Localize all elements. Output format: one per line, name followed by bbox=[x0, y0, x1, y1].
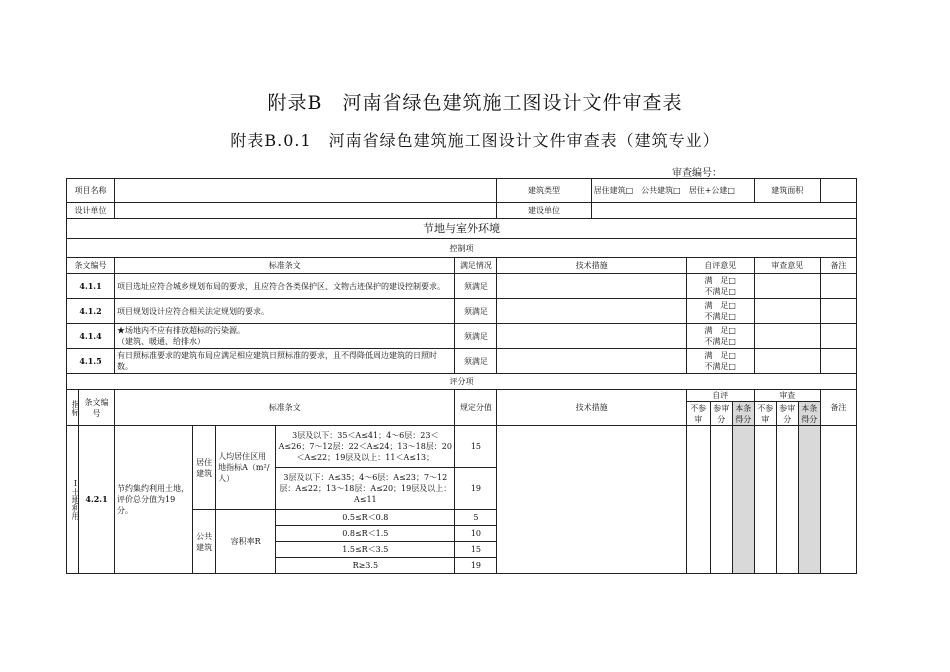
review-clause-score-cell[interactable] bbox=[798, 426, 820, 574]
indicator-land-use: Ⅰ土地利用 bbox=[67, 426, 79, 574]
col-review-group: 审查 bbox=[754, 390, 820, 402]
score-clause-id: 4.2.1 bbox=[79, 426, 115, 574]
col-indicator: 指标 bbox=[67, 390, 79, 426]
unsatisfy-checkbox[interactable]: 不满足□ bbox=[704, 337, 736, 346]
clause-id: 4.1.1 bbox=[67, 274, 115, 299]
clause-text: 项目规划设计应符合相关法定规划的要求。 bbox=[115, 299, 455, 324]
score-measures-cell[interactable] bbox=[497, 426, 686, 574]
remark-cell[interactable] bbox=[820, 274, 856, 299]
public-label: 公共建筑 bbox=[193, 510, 216, 574]
construction-unit-value[interactable] bbox=[591, 203, 856, 219]
satisfy-checkbox[interactable]: 满 足□ bbox=[704, 276, 736, 285]
clause-id: 4.1.4 bbox=[67, 324, 115, 349]
review-cell[interactable] bbox=[754, 299, 820, 324]
clause-status: 须满足 bbox=[455, 349, 497, 374]
clause-status: 须满足 bbox=[455, 299, 497, 324]
self-eval-cell[interactable] bbox=[686, 274, 754, 299]
self-eval-cell[interactable] bbox=[686, 349, 754, 374]
col-self-eval: 自评意见 bbox=[686, 258, 754, 274]
self-eval-cell[interactable] bbox=[686, 324, 754, 349]
review-table bbox=[66, 178, 857, 574]
col-score-standard: 标准条文 bbox=[115, 390, 455, 426]
col-measures: 技术措施 bbox=[497, 258, 686, 274]
table-row bbox=[67, 299, 857, 324]
satisfy-checkbox[interactable]: 满 足□ bbox=[704, 351, 736, 360]
building-area-value[interactable] bbox=[820, 179, 856, 203]
res-range-2: 3层及以下：A≤35；4～6层：A≤23；7～12层：A≤22；13～18层：A≤20；19层及以上：A≤11 bbox=[276, 468, 455, 510]
col-review-not-participate: 不参审 bbox=[754, 402, 776, 426]
design-unit-value[interactable] bbox=[115, 203, 497, 219]
unsatisfy-checkbox[interactable]: 不满足□ bbox=[704, 312, 736, 321]
pub-range-4: R≥3.5 bbox=[276, 558, 455, 574]
review-number-label: 审查编号： bbox=[672, 168, 722, 179]
score-items-label: 评分项 bbox=[67, 374, 857, 390]
score-remark-cell[interactable] bbox=[820, 426, 856, 574]
remark-cell[interactable] bbox=[820, 299, 856, 324]
col-self-participate: 参审分 bbox=[710, 402, 732, 426]
remark-cell[interactable] bbox=[820, 324, 856, 349]
self-participate-cell[interactable] bbox=[710, 426, 732, 574]
appendix-title: 附录B 河南省绿色建筑施工图设计文件审查表 bbox=[267, 92, 683, 114]
table-title: 附表B.0.1 河南省绿色建筑施工图设计文件审查表（建筑专业） bbox=[230, 131, 720, 150]
review-cell[interactable] bbox=[754, 324, 820, 349]
col-score-clause-no: 条文编号 bbox=[79, 390, 115, 426]
clause-status: 须满足 bbox=[455, 324, 497, 349]
col-score-measures: 技术措施 bbox=[497, 390, 686, 426]
col-self-eval-group: 自评 bbox=[686, 390, 754, 402]
pub-score-4: 19 bbox=[455, 558, 497, 574]
measures-cell[interactable] bbox=[497, 299, 686, 324]
residential-label: 居住建筑 bbox=[193, 426, 216, 510]
design-unit-label: 设计单位 bbox=[67, 203, 115, 219]
res-score-1: 15 bbox=[455, 426, 497, 468]
col-self-clause-score: 本条得分 bbox=[732, 402, 754, 426]
building-type-options[interactable]: 居住建筑□ 公共建筑□ 居住+公建□ bbox=[591, 179, 754, 203]
score-clause-text: 节约集约利用土地，评价总分值为19分。 bbox=[115, 426, 193, 574]
review-cell[interactable] bbox=[754, 274, 820, 299]
measures-cell[interactable] bbox=[497, 324, 686, 349]
review-cell[interactable] bbox=[754, 349, 820, 374]
measures-cell[interactable] bbox=[497, 274, 686, 299]
satisfy-checkbox[interactable]: 满 足□ bbox=[704, 326, 736, 335]
clause-text: ★场地内不应有排放超标的污染源。 （建筑、暖通、给排水） bbox=[115, 324, 455, 349]
self-eval-cell[interactable] bbox=[686, 299, 754, 324]
col-review-participate: 参审分 bbox=[776, 402, 798, 426]
satisfy-checkbox[interactable]: 满 足□ bbox=[704, 301, 736, 310]
unsatisfy-checkbox[interactable]: 不满足□ bbox=[704, 362, 736, 371]
col-remark: 备注 bbox=[820, 258, 856, 274]
measures-cell[interactable] bbox=[497, 349, 686, 374]
public-metric: 容积率R bbox=[216, 510, 276, 574]
building-area-label: 建筑面积 bbox=[754, 179, 820, 203]
review-not-participate-cell[interactable] bbox=[754, 426, 776, 574]
project-name-value[interactable] bbox=[115, 179, 497, 203]
construction-unit-label: 建设单位 bbox=[497, 203, 591, 219]
table-row bbox=[67, 324, 857, 349]
project-name-label: 项目名称 bbox=[67, 179, 115, 203]
section-heading: 节地与室外环境 bbox=[67, 219, 857, 239]
col-status: 满足情况 bbox=[455, 258, 497, 274]
review-participate-cell[interactable] bbox=[776, 426, 798, 574]
col-clause-no: 条文编号 bbox=[67, 258, 115, 274]
self-clause-score-cell[interactable] bbox=[732, 426, 754, 574]
pub-range-2: 0.8≤R＜1.5 bbox=[276, 526, 455, 542]
col-review-clause-score: 本条得分 bbox=[798, 402, 820, 426]
col-review: 审查意见 bbox=[754, 258, 820, 274]
pub-range-1: 0.5≤R＜0.8 bbox=[276, 510, 455, 526]
table-row bbox=[67, 274, 857, 299]
clause-status: 须满足 bbox=[455, 274, 497, 299]
unsatisfy-checkbox[interactable]: 不满足□ bbox=[704, 287, 736, 296]
clause-id: 4.1.5 bbox=[67, 349, 115, 374]
col-self-not-participate: 不参审 bbox=[686, 402, 710, 426]
table-row bbox=[67, 349, 857, 374]
control-items-label: 控制项 bbox=[67, 239, 857, 258]
clause-text: 项目选址应符合城乡规划布局的要求，且应符合各类保护区、文物古迹保护的建设控制要求。 bbox=[115, 274, 455, 299]
building-type-label: 建筑类型 bbox=[497, 179, 591, 203]
pub-score-2: 10 bbox=[455, 526, 497, 542]
residential-metric: 人均居住区用地指标A（m²/人） bbox=[216, 426, 276, 510]
pub-score-1: 5 bbox=[455, 510, 497, 526]
res-range-1: 3层及以下：35＜A≤41；4～6层：23＜A≤26；7～12层：22＜A≤24；13～18层：20＜A≤22；19层及以上：11＜A≤13； bbox=[276, 426, 455, 468]
table-row bbox=[67, 426, 857, 468]
clause-id: 4.1.2 bbox=[67, 299, 115, 324]
res-score-2: 19 bbox=[455, 468, 497, 510]
pub-score-3: 15 bbox=[455, 542, 497, 558]
self-not-participate-cell[interactable] bbox=[686, 426, 710, 574]
col-standard: 标准条文 bbox=[115, 258, 455, 274]
pub-range-3: 1.5≤R＜3.5 bbox=[276, 542, 455, 558]
col-rule-score: 规定分值 bbox=[455, 390, 497, 426]
remark-cell[interactable] bbox=[820, 349, 856, 374]
clause-text: 有日照标准要求的建筑布局应满足相应建筑日照标准的要求，且不得降低周边建筑的日照时数。 bbox=[115, 349, 455, 374]
col-score-remark: 备注 bbox=[820, 390, 856, 426]
